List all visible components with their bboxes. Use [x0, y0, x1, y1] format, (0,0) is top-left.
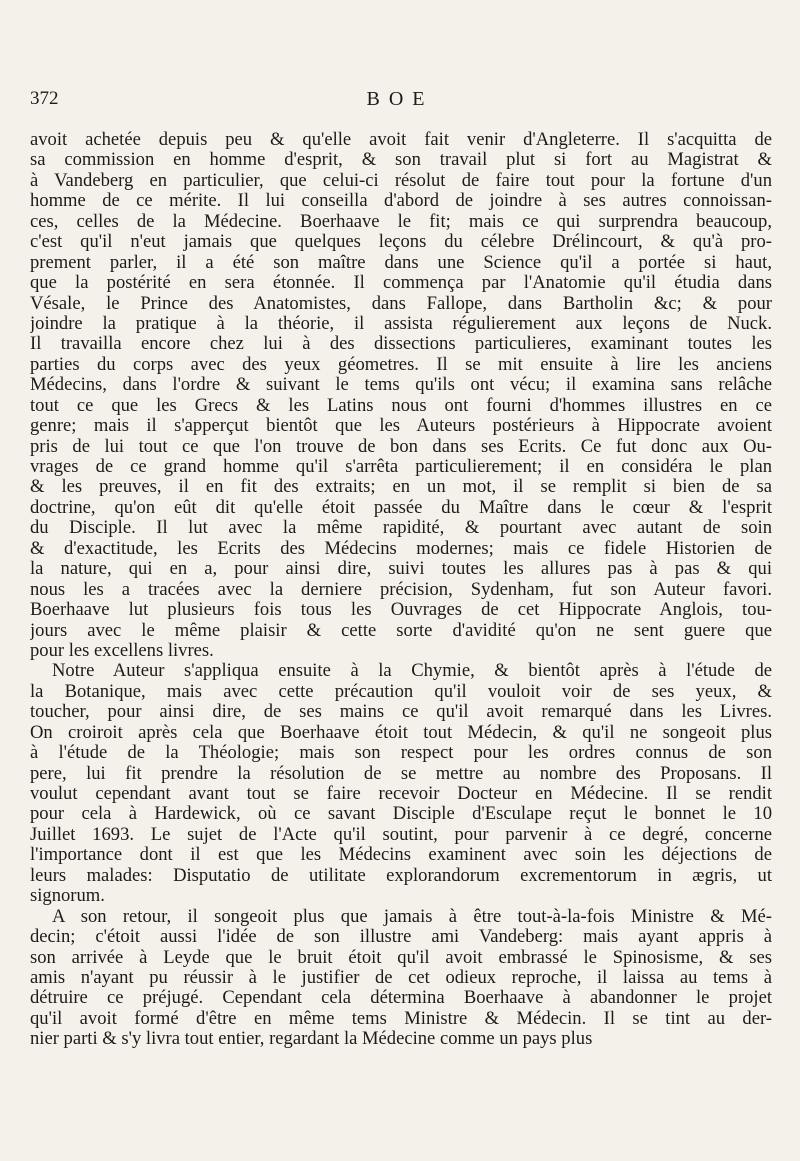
text-line: tout ce que les Grecs & les Latins nous ont fourni d'hommes illustres en ce: [30, 395, 772, 416]
text-line: Juillet 1693. Le sujet de l'Acte qu'il soutint, pour parvenir à ce degré, concerne: [30, 824, 772, 845]
text-line: Notre Auteur s'appliqua ensuite à la Chymie, & bientôt après à l'étude de: [52, 661, 772, 682]
text-line: pour les excellens livres.: [30, 640, 214, 661]
paragraph: [30, 661, 772, 906]
text-line: nous les a tracées avec la derniere précision, Sydenham, fut son Auteur favori.: [30, 579, 772, 600]
text-line: leurs malades: Disputatio de utilitate explorandorum excrementorum in ægris, ut: [30, 865, 772, 886]
text-line: jours avec le même plaisir & cette sorte d'avidité qu'on ne sent guere que: [30, 620, 772, 641]
text-line: & les preuves, il en fit des extraits; en un mot, il se remplit si bien de sa: [30, 477, 772, 498]
text-line: du Disciple. Il lut avec la même rapidité, & pourtant avec autant de soin: [30, 518, 772, 539]
header-title: BOE: [366, 88, 434, 110]
text-line: amis n'ayant pu réussir à le justifier de cet odieux reproche, il laissa au tems à: [30, 967, 772, 988]
text-line: toucher, pour ainsi dire, de ses mains ce qu'il avoit remarqué dans les Livres.: [30, 702, 772, 723]
paragraph: [30, 907, 772, 1050]
paragraph: [30, 130, 772, 661]
text-line: à Vandeberg en particulier, que celui-ci résolut de faire tout pour la fortune d'un: [30, 170, 772, 191]
text-line: ces, celles de la Médecine. Boerhaave le fit; mais ce qui surprendra beaucoup,: [30, 211, 772, 232]
text-line: A son retour, il songeoit plus que jamais à être tout-à-la-fois Ministre & Mé-: [52, 906, 772, 927]
text-line: decin; c'étoit aussi l'idée de son illustre ami Vandeberg: mais ayant appris à: [30, 927, 772, 948]
text-line: c'est qu'il n'eut jamais que quelques leçons du célebre Drélincourt, & qu'à pro-: [30, 232, 772, 253]
page-number: 372: [30, 88, 59, 109]
text-line: l'importance dont il est que les Médecins examinent avec soin les déjections de: [30, 845, 772, 866]
text-line: signorum.: [30, 886, 105, 907]
text-line: joindre la pratique à la théorie, il assista régulierement aux leçons de Nuck.: [30, 313, 772, 334]
text-line: genre; mais il s'apperçut bientôt que les Auteurs postérieurs à Hippocrate avoient: [30, 416, 772, 437]
text-line: parties du corps avec des yeux géometres. Il se mit ensuite à lire les anciens: [30, 354, 772, 375]
text-line: qu'il avoit formé d'être en même tems Ministre & Médecin. Il se tint au der-: [30, 1008, 772, 1029]
text-line: vrages de ce grand homme qu'il s'arrêta particulierement; il en considéra le plan: [30, 457, 772, 477]
text-line: On croiroit après cela que Boerhaave étoit tout Médecin, & qu'il ne songeoit plus: [30, 722, 772, 743]
text-line: à l'étude de la Théologie; mais son respect pour les ordres connus de son: [30, 743, 772, 764]
running-head: [30, 88, 770, 118]
text-line: avoit achetée depuis peu & qu'elle avoit fait venir d'Angleterre. Il s'acquitta de: [30, 130, 772, 150]
text-line: prement parler, il a été son maître dans une Science qu'il a portée si haut,: [30, 252, 772, 273]
text-line: nier parti & s'y livra tout entier, regardant la Médecine comme un pays plus: [30, 1029, 593, 1050]
text-line: Vésale, le Prince des Anatomistes, dans Fallope, dans Bartholin &c; & pour: [30, 293, 772, 314]
text-line: doctrine, qu'on eût dit qu'elle étoit passée du Maître dans le cœur & l'esprit: [30, 497, 772, 518]
text-line: pour cela à Hardewick, où ce savant Disciple d'Esculape reçut le bonnet le 10: [30, 804, 772, 825]
text-line: voulut cependant avant tout se faire recevoir Docteur en Médecine. Il se rendit: [30, 784, 772, 804]
text-line: sa commission en homme d'esprit, & son travail plut si fort au Magistrat &: [30, 150, 772, 171]
text-line: que la postérité en sera étonnée. Il commença par l'Anatomie qu'il étudia dans: [30, 273, 772, 294]
text-line: pere, lui fit prendre la résolution de se mettre au nombre des Proposans. Il: [30, 763, 772, 784]
text-line: & d'exactitude, les Ecrits des Médecins modernes; mais ce fidele Historien de: [30, 538, 772, 559]
text-line: la Botanique, mais avec cette précaution qu'il vouloit voir de ses yeux, &: [30, 681, 772, 702]
text-line: son arrivée à Leyde que le bruit étoit qu'il avoit embrassé le Spinosisme, & ses: [30, 947, 772, 968]
text-line: détruire ce préjugé. Cependant cela détermina Boerhaave à abandonner le projet: [30, 988, 772, 1009]
text-line: pris de lui tout ce que l'on trouve de bon dans ses Ecrits. Ce fut donc aux Ou-: [30, 436, 772, 457]
text-line: la nature, qui en a, pour ainsi dire, suivi toutes les allures pas à pas & qui: [30, 559, 772, 580]
text-line: Médecins, dans l'ordre & suivant le tems qu'ils ont vécu; il examina sans relâche: [30, 375, 772, 396]
text-line: homme de ce mérite. Il lui conseilla d'abord de joindre à ses autres connoissan-: [30, 191, 772, 212]
text-line: Boerhaave lut plusieurs fois tous les Ouvrages de cet Hippocrate Anglois, tou-: [30, 600, 772, 621]
text-line: Il travailla encore chez lui à des dissections particulieres, examinant toutes les: [30, 334, 772, 355]
body-text: [30, 130, 772, 1050]
